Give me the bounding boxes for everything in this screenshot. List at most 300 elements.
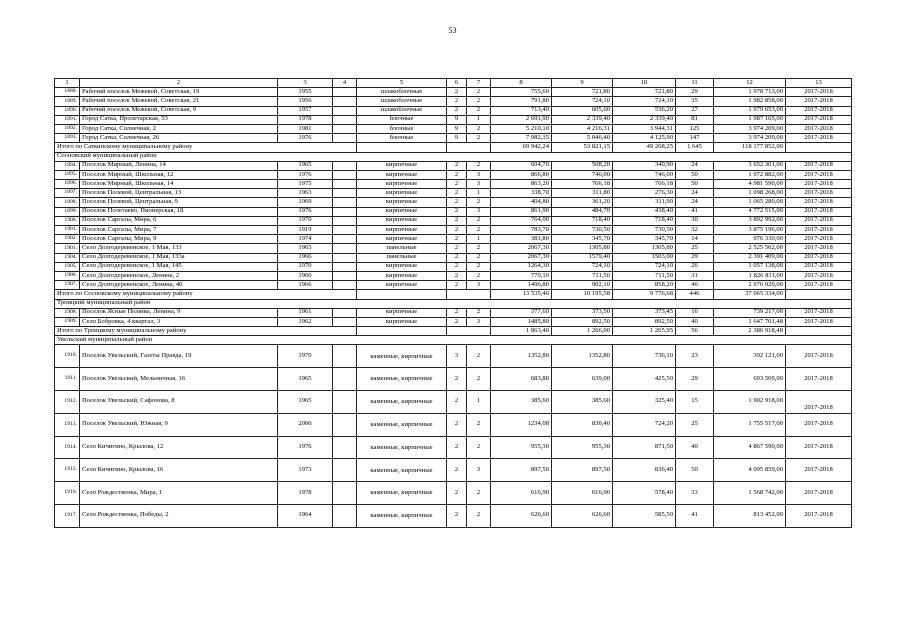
table-cell bbox=[333, 226, 357, 235]
table-cell: 2 bbox=[467, 308, 491, 317]
table-cell: 1 647 701,48 bbox=[714, 317, 786, 326]
table-cell: 311,90 bbox=[613, 198, 676, 207]
table-row bbox=[55, 207, 852, 216]
table-cell: панельные bbox=[357, 253, 447, 262]
table-cell: каменные, кирпичные bbox=[357, 459, 447, 482]
table-cell: Село Кичигино, Крылова, 16 bbox=[80, 459, 278, 482]
total-value: 37 065 334,00 bbox=[714, 290, 786, 299]
table-cell: 5 210,10 bbox=[491, 124, 552, 133]
table-cell: 1 bbox=[467, 189, 491, 198]
table-cell: 2 bbox=[447, 413, 467, 436]
table-cell: Село Долгодеревенское, 1 Мая, 133а bbox=[80, 253, 278, 262]
table-cell: Поселок Саргазы, Мира, 6 bbox=[80, 216, 278, 225]
table-cell: 345,70 bbox=[552, 235, 613, 244]
table-cell: 1976 bbox=[278, 170, 333, 179]
total-value: 10 195,58 bbox=[552, 290, 613, 299]
table-cell: 730,50 bbox=[613, 226, 676, 235]
table-cell: 1 902 918,00 bbox=[714, 391, 786, 414]
table-cell: 1969 bbox=[278, 198, 333, 207]
table-cell: Город Сатка, Солнечная, 26 bbox=[80, 134, 278, 143]
table-cell: 4 772 515,00 bbox=[714, 207, 786, 216]
table-cell: 24 bbox=[676, 161, 714, 170]
table-cell: 2 391 409,00 bbox=[714, 253, 786, 262]
column-number: 7 bbox=[467, 79, 491, 88]
table-cell: 1 982 858,00 bbox=[714, 97, 786, 106]
table-row bbox=[55, 170, 852, 179]
table-cell bbox=[333, 235, 357, 244]
table-cell: Село Рождественка, Победы, 2 bbox=[80, 505, 278, 528]
table-row bbox=[55, 459, 852, 482]
table-cell: 955,30 bbox=[552, 436, 613, 459]
table-cell: 9 bbox=[447, 115, 467, 124]
total-value: 13 535,40 bbox=[491, 290, 552, 299]
table-cell: 381,80 bbox=[491, 235, 552, 244]
table-cell: 2 bbox=[467, 226, 491, 235]
total-value: 56 bbox=[676, 327, 714, 336]
table-cell bbox=[786, 327, 852, 336]
table-cell: 897,50 bbox=[552, 459, 613, 482]
section-header-row bbox=[55, 152, 852, 161]
table-cell bbox=[333, 413, 357, 436]
table-cell bbox=[333, 189, 357, 198]
table-row bbox=[55, 505, 852, 528]
table-cell: 1910. bbox=[55, 345, 80, 368]
table-cell: 3 892 992,00 bbox=[714, 216, 786, 225]
table-cell: 1894. bbox=[55, 161, 80, 170]
table-cell: 813 452,00 bbox=[714, 505, 786, 528]
table-cell: 605,60 bbox=[552, 106, 613, 115]
table-cell: Поселок Саргазы, Мира, 9 bbox=[80, 235, 278, 244]
table-cell: 377,60 bbox=[491, 308, 552, 317]
table-cell bbox=[333, 459, 357, 482]
column-number: 9 bbox=[552, 79, 613, 88]
table-cell: кирпичные bbox=[357, 262, 447, 271]
table-cell: 976 330,00 bbox=[714, 235, 786, 244]
table-cell: 1900. bbox=[55, 216, 80, 225]
table-cell: 836,40 bbox=[613, 459, 676, 482]
table-cell: 616,90 bbox=[552, 482, 613, 505]
table-cell: 2067,30 bbox=[491, 244, 552, 253]
table-cell: 1903. bbox=[55, 244, 80, 253]
table-row bbox=[55, 244, 852, 253]
table-cell: 81 bbox=[676, 115, 714, 124]
table-cell: 2 bbox=[447, 226, 467, 235]
table-cell: Поселок Ясные Поляны, Ленина, 9 bbox=[80, 308, 278, 317]
table-cell: Село Кичигино, Крылова, 12 bbox=[80, 436, 278, 459]
table-cell: кирпичные bbox=[357, 180, 447, 189]
table-row bbox=[55, 180, 852, 189]
table-cell: 1960 bbox=[278, 271, 333, 280]
table-row bbox=[55, 235, 852, 244]
table-cell: 1905. bbox=[55, 262, 80, 271]
table-cell: каменные, кирпичные bbox=[357, 391, 447, 414]
table-cell: 2 bbox=[447, 436, 467, 459]
table-cell: 764,00 bbox=[491, 216, 552, 225]
table-cell: Город Сатка, Пролетарская, 53 bbox=[80, 115, 278, 124]
table-cell bbox=[357, 290, 447, 299]
table-cell: 2 bbox=[447, 216, 467, 225]
table-cell: блочные bbox=[357, 134, 447, 143]
table-cell: 16 bbox=[676, 308, 714, 317]
table-cell bbox=[333, 253, 357, 262]
table-cell: 325,40 bbox=[613, 391, 676, 414]
table-cell: Село Долгодеревенское, Ленина, 40 bbox=[80, 281, 278, 290]
table-row bbox=[55, 482, 852, 505]
table-cell: 1890. bbox=[55, 106, 80, 115]
table-cell: 2017-2018 bbox=[786, 226, 852, 235]
table-cell bbox=[333, 345, 357, 368]
table-cell: 2017-2018 bbox=[786, 436, 852, 459]
total-value: 1 266,00 bbox=[552, 327, 613, 336]
table-cell: 340,90 bbox=[613, 161, 676, 170]
table-row bbox=[55, 271, 852, 280]
table-cell: 2017-2018 bbox=[786, 207, 852, 216]
table-cell bbox=[333, 368, 357, 391]
table-row bbox=[55, 97, 852, 106]
housing-register-table bbox=[54, 78, 852, 528]
table-cell: 2017-2018 bbox=[786, 244, 852, 253]
table-cell: 41 bbox=[676, 505, 714, 528]
table-cell: 3 944,31 bbox=[613, 124, 676, 133]
table-cell: 1916. bbox=[55, 482, 80, 505]
column-number: 6 bbox=[447, 79, 467, 88]
table-cell: 26 bbox=[676, 262, 714, 271]
table-cell: 1 098 268,00 bbox=[714, 189, 786, 198]
table-cell: 791,80 bbox=[491, 97, 552, 106]
table-cell: 1485,80 bbox=[491, 317, 552, 326]
table-cell: 2 525 502,00 bbox=[714, 244, 786, 253]
column-number: 13 bbox=[786, 79, 852, 88]
table-cell: 2 bbox=[447, 505, 467, 528]
table-cell: 693 509,00 bbox=[714, 368, 786, 391]
table-cell: 2 bbox=[467, 345, 491, 368]
table-cell: 2 bbox=[447, 308, 467, 317]
table-cell bbox=[447, 290, 491, 299]
table-cell: 1234,08 bbox=[491, 413, 552, 436]
table-cell: 1911. bbox=[55, 368, 80, 391]
table-cell: 1965 bbox=[278, 161, 333, 170]
table-cell: 616,90 bbox=[491, 482, 552, 505]
column-number: 4 bbox=[333, 79, 357, 88]
total-value: 118 177 852,00 bbox=[714, 143, 786, 152]
table-cell: 1 568 742,00 bbox=[714, 482, 786, 505]
table-cell: 3 875 196,00 bbox=[714, 226, 786, 235]
table-cell: 1901. bbox=[55, 226, 80, 235]
table-cell: панельные bbox=[357, 244, 447, 253]
table-cell: каменные, кирпичные bbox=[357, 368, 447, 391]
table-cell: 484,70 bbox=[552, 207, 613, 216]
total-value: 53 821,15 bbox=[552, 143, 613, 152]
table-cell: 1966 bbox=[278, 281, 333, 290]
table-cell: 2017-2018 bbox=[786, 368, 852, 391]
table-cell: 1956 bbox=[278, 97, 333, 106]
table-cell: 2 bbox=[447, 88, 467, 97]
table-row bbox=[55, 281, 852, 290]
table-cell: 2017-2018 bbox=[786, 124, 852, 133]
table-cell: 29 bbox=[676, 88, 714, 97]
table-cell: 1973 bbox=[278, 459, 333, 482]
table-cell: кирпичные bbox=[357, 198, 447, 207]
total-row bbox=[55, 143, 852, 152]
table-cell: 4 216,31 bbox=[552, 124, 613, 133]
table-cell: 3 652 301,00 bbox=[714, 161, 786, 170]
table-cell: 2 bbox=[467, 505, 491, 528]
table-cell: 1496,80 bbox=[491, 281, 552, 290]
table-cell: 31 bbox=[676, 271, 714, 280]
table-cell: 14 bbox=[676, 235, 714, 244]
table-cell: 2017-2018 bbox=[786, 161, 852, 170]
table-cell: Рабочий поселок Межевой, Советская, 19 bbox=[80, 88, 278, 97]
table-cell: 41 bbox=[676, 207, 714, 216]
table-cell: 2 bbox=[467, 124, 491, 133]
table-cell: 2017-2018 bbox=[786, 391, 852, 414]
table-cell: Поселок Увельский, Сафонова, 8 bbox=[80, 391, 278, 414]
table-cell: 2 bbox=[447, 262, 467, 271]
table-cell: 3 bbox=[467, 170, 491, 179]
table-cell: блочные bbox=[357, 124, 447, 133]
table-cell: 2017-2018 bbox=[786, 235, 852, 244]
total-value: 69 942,24 bbox=[491, 143, 552, 152]
table-cell: 830,40 bbox=[552, 413, 613, 436]
table-cell: 2 bbox=[447, 459, 467, 482]
table-cell: 718,40 bbox=[552, 216, 613, 225]
table-cell bbox=[333, 106, 357, 115]
table-cell: 1305,80 bbox=[552, 244, 613, 253]
table-cell: 1981 bbox=[278, 124, 333, 133]
table-cell: 892,50 bbox=[552, 317, 613, 326]
table-cell: 724,10 bbox=[552, 97, 613, 106]
table-cell: 1895. bbox=[55, 170, 80, 179]
table-cell: 3 bbox=[467, 459, 491, 482]
table-cell: 2 bbox=[467, 262, 491, 271]
page-number: 53 bbox=[448, 26, 457, 35]
table-row bbox=[55, 308, 852, 317]
table-cell: шлакоблочные bbox=[357, 97, 447, 106]
table-cell: 897,50 bbox=[491, 459, 552, 482]
table-cell: 713,40 bbox=[491, 106, 552, 115]
table-cell: 724,20 bbox=[613, 413, 676, 436]
table-cell: 3 bbox=[467, 207, 491, 216]
table-cell: 2 bbox=[447, 368, 467, 391]
table-cell: 1978 bbox=[278, 482, 333, 505]
table-cell: кирпичные bbox=[357, 317, 447, 326]
table-cell: 2 bbox=[447, 97, 467, 106]
table-cell: кирпичные bbox=[357, 161, 447, 170]
table-cell: 1 057 138,00 bbox=[714, 262, 786, 271]
table-cell: 861,90 bbox=[491, 207, 552, 216]
table-row bbox=[55, 226, 852, 235]
table-cell: 404,80 bbox=[491, 198, 552, 207]
total-row bbox=[55, 327, 852, 336]
table-cell bbox=[333, 482, 357, 505]
table-cell: 2 bbox=[447, 207, 467, 216]
table-cell bbox=[333, 281, 357, 290]
table-cell: 2 bbox=[467, 436, 491, 459]
table-cell: 683,80 bbox=[491, 368, 552, 391]
table-cell: 2017-2018 bbox=[786, 134, 852, 143]
total-label: Итого по Саткинскому муниципальному району bbox=[55, 143, 357, 152]
table-cell bbox=[447, 327, 491, 336]
table-cell: 4 095 859,00 bbox=[714, 459, 786, 482]
table-cell: 361,20 bbox=[552, 198, 613, 207]
table-cell: 9 bbox=[447, 124, 467, 133]
table-cell: 1970 bbox=[278, 345, 333, 368]
table-cell bbox=[333, 170, 357, 179]
table-cell: 1897. bbox=[55, 189, 80, 198]
table-row bbox=[55, 345, 852, 368]
table-cell: 711,50 bbox=[552, 271, 613, 280]
table-cell: 2 bbox=[447, 235, 467, 244]
table-cell: 9 bbox=[447, 134, 467, 143]
table-cell: 770,10 bbox=[491, 271, 552, 280]
table-cell: 40 bbox=[676, 317, 714, 326]
table-cell: кирпичные bbox=[357, 226, 447, 235]
table-cell: 626,60 bbox=[552, 505, 613, 528]
table-row bbox=[55, 88, 852, 97]
table-cell: 1964 bbox=[278, 505, 333, 528]
table-cell: 724,10 bbox=[552, 262, 613, 271]
table-row bbox=[55, 368, 852, 391]
table-row bbox=[55, 106, 852, 115]
table-cell: 536,20 bbox=[613, 106, 676, 115]
table-cell: 2017-2018 bbox=[786, 281, 852, 290]
table-cell: 2 bbox=[467, 161, 491, 170]
table-cell: каменные, кирпичные bbox=[357, 436, 447, 459]
table-cell: 1889. bbox=[55, 97, 80, 106]
table-cell: 2 bbox=[447, 482, 467, 505]
table-cell: 1906. bbox=[55, 271, 80, 280]
table-cell bbox=[333, 271, 357, 280]
table-cell: 578,40 bbox=[613, 482, 676, 505]
total-value: 1 863,40 bbox=[491, 327, 552, 336]
total-value: 49 268,25 bbox=[613, 143, 676, 152]
table-cell: 2017-2018 bbox=[786, 271, 852, 280]
table-cell bbox=[333, 207, 357, 216]
table-cell: 2017-2018 bbox=[786, 216, 852, 225]
table-cell bbox=[333, 216, 357, 225]
table-cell bbox=[333, 134, 357, 143]
table-cell: Поселок Полетаево, Пионерская, 18 bbox=[80, 207, 278, 216]
table-cell bbox=[357, 327, 447, 336]
table-cell: Поселок Мирный, Школьная, 14 bbox=[80, 180, 278, 189]
table-cell: 2 976 920,00 bbox=[714, 281, 786, 290]
table-cell: 2017-2018 bbox=[786, 505, 852, 528]
section-header-row bbox=[55, 336, 852, 345]
table-cell: 1579,40 bbox=[552, 253, 613, 262]
table-cell: 1 826 811,00 bbox=[714, 271, 786, 280]
table-cell: 1961 bbox=[278, 308, 333, 317]
table-cell: 33 bbox=[676, 482, 714, 505]
table-cell: 739 217,00 bbox=[714, 308, 786, 317]
table-cell: 746,00 bbox=[552, 170, 613, 179]
table-cell: 2 bbox=[447, 281, 467, 290]
table-cell: 902,10 bbox=[552, 281, 613, 290]
table-cell: 1352,80 bbox=[491, 345, 552, 368]
table-cell: 2 bbox=[467, 368, 491, 391]
table-cell: 2 bbox=[467, 134, 491, 143]
table-cell: 276,30 bbox=[613, 189, 676, 198]
column-number: 10 bbox=[613, 79, 676, 88]
table-row bbox=[55, 198, 852, 207]
table-cell: шлакоблочные bbox=[357, 88, 447, 97]
table-row bbox=[55, 253, 852, 262]
table-cell: 385,60 bbox=[491, 391, 552, 414]
table-cell bbox=[333, 436, 357, 459]
table-cell: 2017-2018 bbox=[786, 115, 852, 124]
table-cell: 1 bbox=[467, 115, 491, 124]
table-cell: 2000 bbox=[278, 413, 333, 436]
table-cell: Поселок Полевой, Центральная, 9 bbox=[80, 198, 278, 207]
column-number: 8 bbox=[491, 79, 552, 88]
table-row bbox=[55, 134, 852, 143]
table-cell: 724,10 bbox=[613, 262, 676, 271]
table-cell: 863,20 bbox=[491, 180, 552, 189]
table-cell: 2 339,40 bbox=[613, 115, 676, 124]
table-cell: 1908. bbox=[55, 308, 80, 317]
table-cell: 639,00 bbox=[552, 368, 613, 391]
table-cell: 508,20 bbox=[552, 161, 613, 170]
table-cell: 783,70 bbox=[491, 226, 552, 235]
table-cell bbox=[333, 124, 357, 133]
table-cell: 3 bbox=[467, 317, 491, 326]
table-cell bbox=[333, 262, 357, 271]
table-cell: кирпичные bbox=[357, 207, 447, 216]
table-cell: кирпичные bbox=[357, 235, 447, 244]
table-cell: 755,60 bbox=[491, 88, 552, 97]
table-cell: 3 974 209,00 bbox=[714, 124, 786, 133]
table-cell: 1352,80 bbox=[552, 345, 613, 368]
table-cell: блочные bbox=[357, 115, 447, 124]
table-cell: 1907. bbox=[55, 281, 80, 290]
table-cell: Село Долгодеревенское, 1 Мая, 145 bbox=[80, 262, 278, 271]
table-row bbox=[55, 391, 852, 414]
table-cell: 1904. bbox=[55, 253, 80, 262]
table-cell: каменные, кирпичные bbox=[357, 413, 447, 436]
column-number: 2 bbox=[80, 79, 278, 88]
table-cell: каменные, кирпичные bbox=[357, 482, 447, 505]
table-cell: 2017-2018 bbox=[786, 106, 852, 115]
table-cell: 1891. bbox=[55, 115, 80, 124]
table-cell: 2017-2018 bbox=[786, 97, 852, 106]
table-cell: 1965 bbox=[278, 391, 333, 414]
table-cell bbox=[447, 143, 491, 152]
table-cell bbox=[333, 505, 357, 528]
table-cell bbox=[333, 308, 357, 317]
table-cell: 46 bbox=[676, 281, 714, 290]
table-row bbox=[55, 317, 852, 326]
table-cell: 4 867 590,00 bbox=[714, 436, 786, 459]
table-cell: 1 972 882,00 bbox=[714, 170, 786, 179]
table-cell bbox=[333, 161, 357, 170]
table-cell: 2017-2018 bbox=[786, 482, 852, 505]
table-cell: Поселок Мирный, Школьная, 12 bbox=[80, 170, 278, 179]
table-cell: 1899. bbox=[55, 207, 80, 216]
table-cell: Село Бобровка, 4 квартал, 3 bbox=[80, 317, 278, 326]
table-cell: 2 bbox=[467, 216, 491, 225]
table-cell: 7 982,35 bbox=[491, 134, 552, 143]
table-cell: 866,80 bbox=[491, 170, 552, 179]
table-cell: 1974 bbox=[278, 235, 333, 244]
table-cell: 721,80 bbox=[552, 88, 613, 97]
total-label: Итого по Сосновскому муниципальному району bbox=[55, 290, 357, 299]
table-cell: 871,50 bbox=[613, 436, 676, 459]
table-cell: 1915. bbox=[55, 459, 80, 482]
table-cell: 1892. bbox=[55, 124, 80, 133]
table-cell: 1893. bbox=[55, 134, 80, 143]
table-cell: 2017-2018 bbox=[786, 88, 852, 97]
table-cell bbox=[333, 244, 357, 253]
table-cell: 721,80 bbox=[613, 88, 676, 97]
